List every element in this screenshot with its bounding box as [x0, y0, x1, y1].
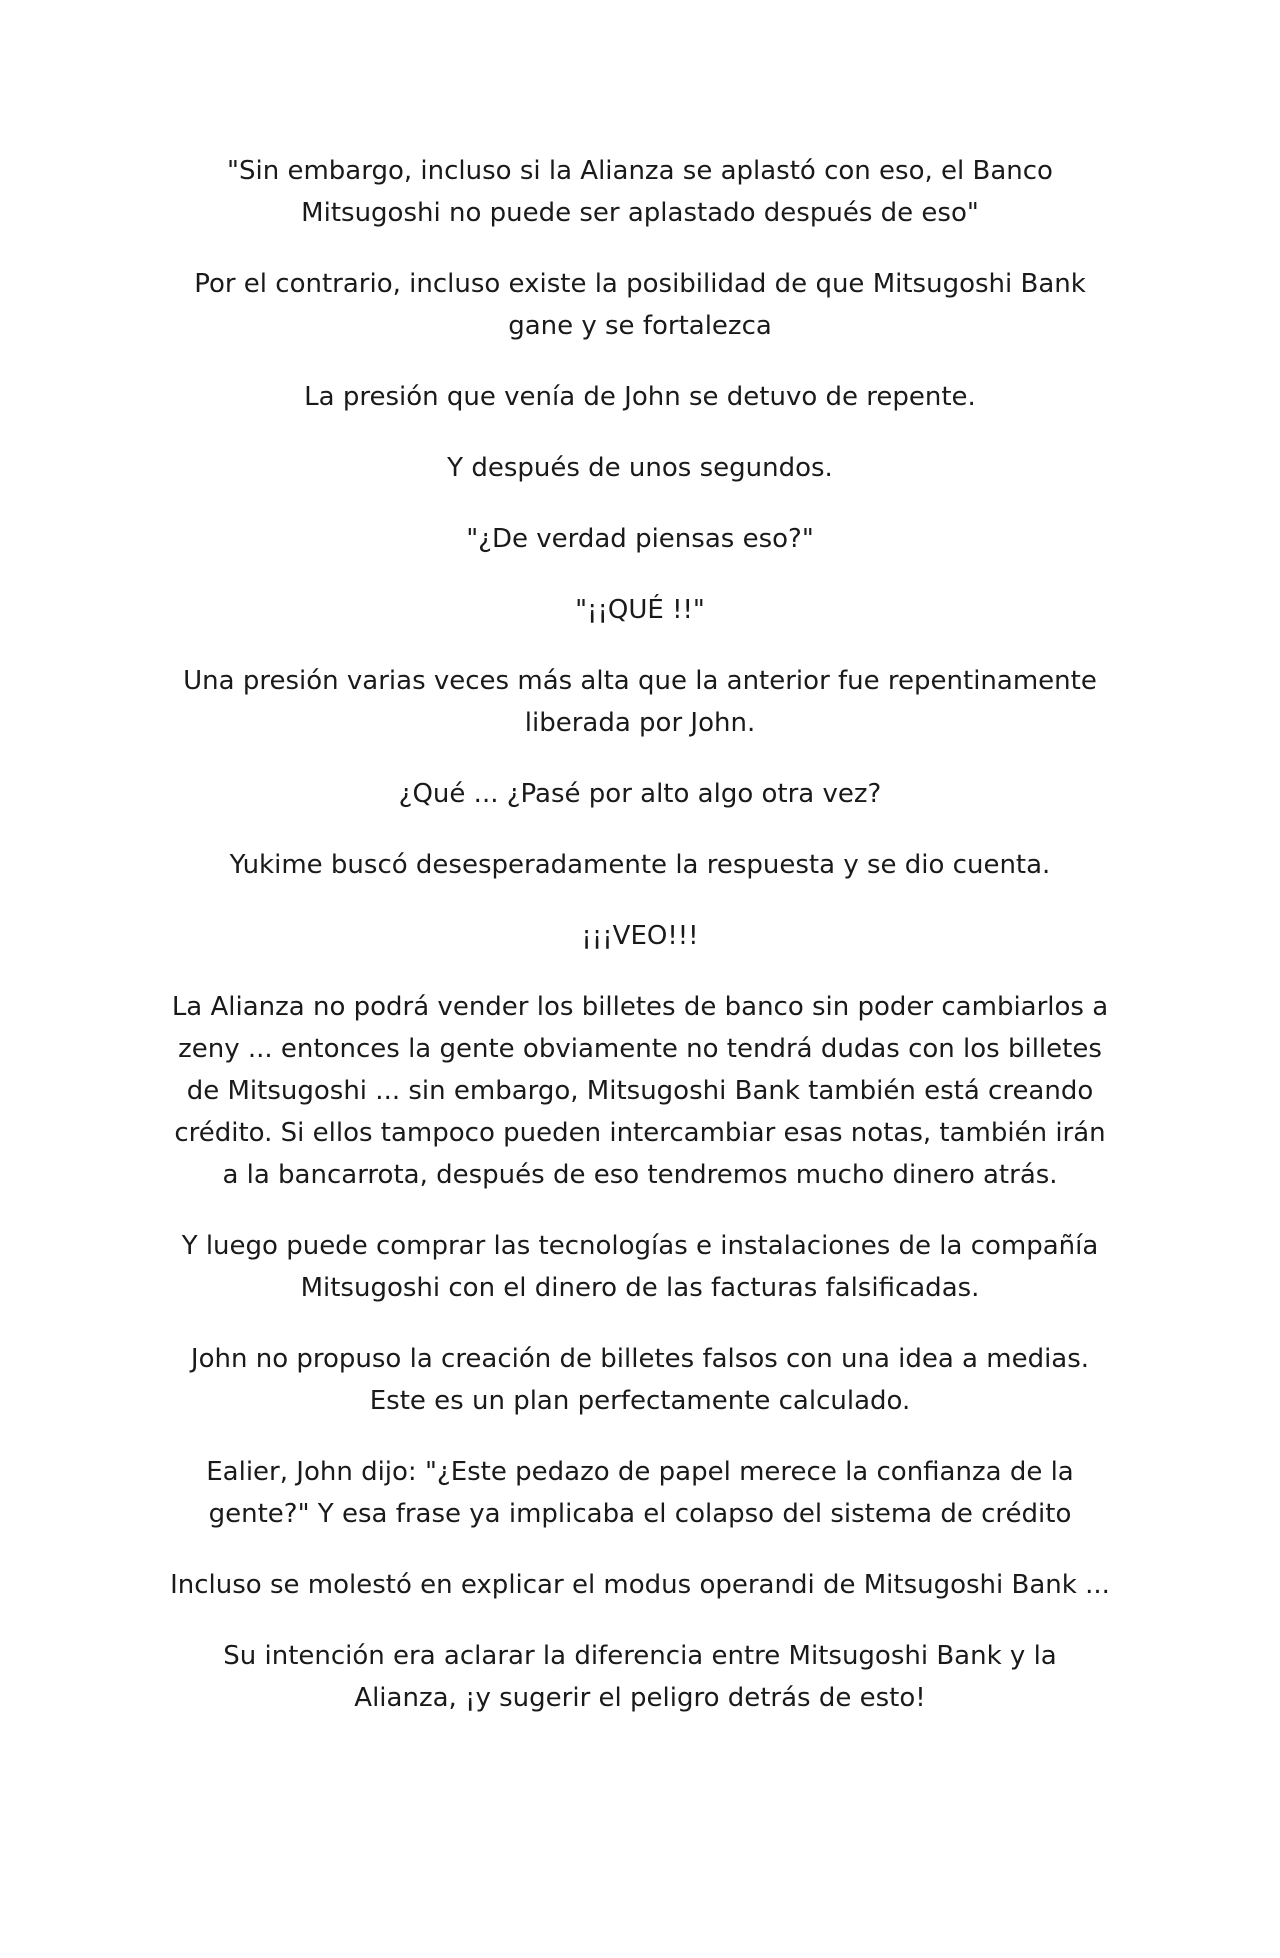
paragraph: Ealier, John dijo: "¿Este pedazo de papel merece la confianza de la gente?" Y esa frase ya implicaba el colapso del sistema de crédito [206, 1457, 1074, 1529]
paragraph: Por el contrario, incluso existe la posibilidad de que Mitsugoshi Bank gane y se fortalezca [194, 269, 1086, 341]
paragraph: Yukime buscó desesperadamente la respuesta y se dio cuenta. [229, 850, 1051, 880]
paragraph: La Alianza no podrá vender los billetes de banco sin poder cambiarlos a zeny ... entonces la gente obviamente no tendrá dudas con los billetes de Mitsugoshi ... sin embargo, Mitsugoshi Bank también está creando crédito. Si ellos tampoco pueden intercambiar esas notas, también irán a la bancarrota, después de eso tendremos mucho dinero atrás. [171, 992, 1109, 1190]
paragraph: "Sin embargo, incluso si la Alianza se aplastó con eso, el Banco Mitsugoshi no puede ser aplastado después de eso" [227, 156, 1053, 228]
paragraph: Y después de unos segundos. [447, 453, 833, 483]
paragraph: ¿Qué ... ¿Pasé por alto algo otra vez? [398, 779, 882, 809]
paragraph: Una presión varias veces más alta que la anterior fue repentinamente liberada por John. [183, 666, 1097, 738]
paragraph: "¿De verdad piensas eso?" [466, 524, 814, 554]
paragraph: Incluso se molestó en explicar el modus operandi de Mitsugoshi Bank ... [170, 1570, 1110, 1600]
paragraph: John no propuso la creación de billetes falsos con una idea a medias. Este es un plan perfectamente calculado. [190, 1344, 1090, 1416]
paragraph: Y luego puede comprar las tecnologías e instalaciones de la compañía Mitsugoshi con el dinero de las facturas falsificadas. [181, 1231, 1099, 1303]
paragraph: Su intención era aclarar la diferencia entre Mitsugoshi Bank y la Alianza, ¡y sugerir el peligro detrás de esto! [223, 1641, 1057, 1713]
paragraph: La presión que venía de John se detuvo de repente. [304, 382, 976, 412]
paragraph: ¡¡¡VEO!!! [581, 921, 699, 951]
paragraph: "¡¡QUÉ !!" [575, 595, 705, 625]
document-body [170, 150, 1110, 1748]
